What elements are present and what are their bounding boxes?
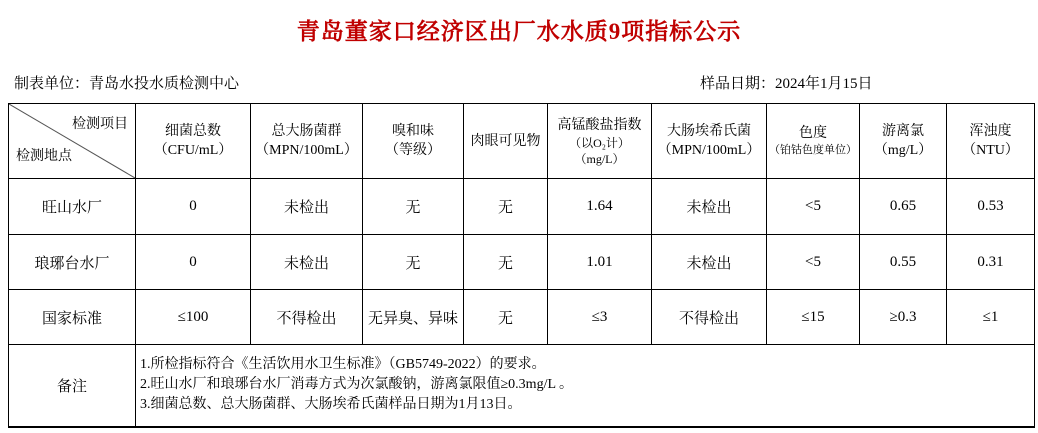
remark-line-3: 3.细菌总数、总大肠菌群、大肠埃希氏菌样品日期为1月13日。 (140, 397, 522, 413)
table-row-national-standard (9, 290, 1035, 345)
value-cell: 1.01 (548, 235, 652, 290)
remark-label: 备注 (9, 345, 136, 427)
remark-line-2: 2.旺山水厂和琅琊台水厂消毒方式为次氯酸钠，游离氯限值≥0.3mg/L 。 (140, 377, 573, 393)
value-cell: 0.55 (860, 235, 947, 290)
water-quality-table (8, 103, 1035, 428)
value-cell: 不得检出 (652, 290, 767, 345)
remark-content (136, 345, 1035, 427)
col-header-turbidity: 浑浊度 （NTU） (947, 104, 1035, 179)
value-cell: 无 (363, 235, 464, 290)
remark-row (9, 345, 1035, 427)
value-cell: ≤1 (947, 290, 1035, 345)
remark-line-1: 1.所检指标符合《生活饮用水卫生标准》（GB5749-2022）的要求。 (140, 357, 546, 373)
value-cell: 0 (136, 179, 251, 235)
value-cell: ≤100 (136, 290, 251, 345)
value-cell: 无异臭、异味 (363, 290, 464, 345)
site-name: 旺山水厂 (9, 179, 136, 235)
value-cell: <5 (767, 179, 860, 235)
sample-date-label: 样品日期：2024年1月15日 (700, 76, 873, 92)
value-cell: 0 (136, 235, 251, 290)
col-header-coliform: 总大肠菌群 （MPN/100mL） (251, 104, 363, 179)
table-row-langyatai (9, 235, 1035, 290)
site-name: 琅琊台水厂 (9, 235, 136, 290)
col-header-odor: 嗅和味 （等级） (363, 104, 464, 179)
corner-label-sites: 检测地点 (16, 149, 72, 164)
header-row (9, 104, 1035, 179)
corner-header-cell (9, 104, 136, 179)
value-cell: 未检出 (251, 179, 363, 235)
table-row-wangshan (9, 179, 1035, 235)
value-cell: 0.31 (947, 235, 1035, 290)
col-header-ecoli: 大肠埃希氏菌 （MPN/100mL） (652, 104, 767, 179)
site-name: 国家标准 (9, 290, 136, 345)
value-cell: 未检出 (652, 179, 767, 235)
value-cell: <5 (767, 235, 860, 290)
value-cell: 无 (464, 235, 548, 290)
value-cell: 不得检出 (251, 290, 363, 345)
value-cell: 无 (464, 290, 548, 345)
value-cell: ≤3 (548, 290, 652, 345)
value-cell: 1.64 (548, 179, 652, 235)
col-header-bacteria: 细菌总数 （CFU/mL） (136, 104, 251, 179)
value-cell: 未检出 (251, 235, 363, 290)
value-cell: 未检出 (652, 235, 767, 290)
col-header-visible-matter: 肉眼可见物 (464, 104, 548, 179)
col-header-free-chlorine: 游离氯 （mg/L） (860, 104, 947, 179)
page-title: 青岛董家口经济区出厂水水质9项指标公示 (296, 19, 742, 44)
corner-label-items: 检测项目 (72, 117, 128, 132)
col-header-chroma: 色度 （铂钴色度单位） (767, 104, 860, 179)
prepared-by-label: 制表单位：青岛水投水质检测中心 (14, 76, 240, 92)
value-cell: ≤15 (767, 290, 860, 345)
value-cell: 0.65 (860, 179, 947, 235)
value-cell: 无 (363, 179, 464, 235)
col-header-permanganate-index: 高锰酸盐指数 （以O₂计） （mg/L） (548, 104, 652, 179)
value-cell: 0.53 (947, 179, 1035, 235)
value-cell: 无 (464, 179, 548, 235)
value-cell: ≥0.3 (860, 290, 947, 345)
